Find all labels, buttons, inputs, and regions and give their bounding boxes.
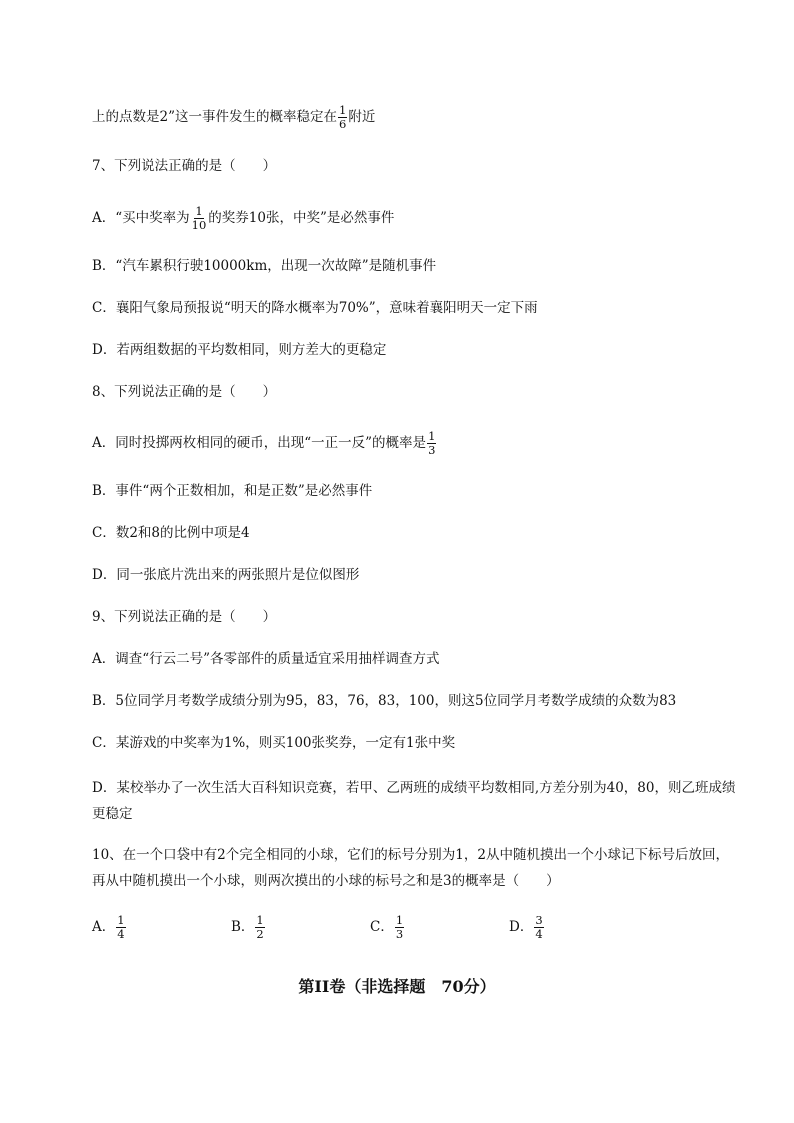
question-8-option-a: A．同时投掷两枚相同的硬币，出现“一正一反”的概率是 $\frac{1}{3}$ [92,429,436,457]
question-9-option-b: B．5位同学月考数学成绩分别为95，83，76，83，100，则这5位同学月考数学成绩的众数为83 [92,693,677,709]
fraction-one-sixth: $\frac{1}{6}$ [339,103,347,131]
question-8-option-b: B．事件“两个正数相加，和是正数”是必然事件 [92,483,373,499]
fraction-option-d: $\frac{3}{4}$ [535,913,543,941]
question-8-stem: 8、下列说法正确的是（ ） [92,384,277,400]
question-9-stem: 9、下列说法正确的是（ ） [92,609,277,625]
fraction-one-tenth: $\frac{1}{10}$ [191,204,207,232]
question-10-stem: 10、在一个口袋中有2个完全相同的小球，它们的标号分别为1，2从中随机摸出一个小球记下标号后放回，再从中随机摸出一个小球，则两次摸出的小球的标号之和是3的概率是（ ） [92,847,729,889]
question-9-option-a: A．调查“行云二号”各零部件的质量适宜采用抽样调查方式 [92,651,440,667]
fraction-option-a: $\frac{1}{4}$ [117,913,125,941]
question-10-option-c: C． $\frac{1}{3}$ [370,913,404,941]
question-7-option-c: C．襄阳气象局预报说“明天的降水概率为70%”，意味着襄阳明天一定下雨 [92,300,538,316]
question-9-option-c: C．某游戏的中奖率为1%，则买100张奖券，一定有1张中奖 [92,735,456,751]
question-10-option-d: D． $\frac{3}{4}$ [509,913,543,941]
question-10-option-b: B． $\frac{1}{2}$ [231,913,264,941]
question-8-option-d: D．同一张底片洗出来的两张照片是位似图形 [92,567,360,583]
question-7-option-b: B．“汽车累积行驶10000km，出现一次故障”是随机事件 [92,258,437,274]
question-9-option-d: D．某校举办了一次生活大百科知识竞赛，若甲、乙两班的成绩平均数相同,方差分别为40，80，则乙班成绩更稳定 [92,780,736,822]
question-7-option-d: D．若两组数据的平均数相同，则方差大的更稳定 [92,342,387,358]
question-7-option-a: A．“买中奖率为 $\frac{1}{10}$ 的奖券10张，中奖”是必然事件 [92,204,395,232]
question-8-option-c: C．数2和8的比例中项是4 [92,525,250,541]
fraction-option-c: $\frac{1}{3}$ [395,913,404,941]
fraction-one-third: $\frac{1}{3}$ [428,429,436,457]
fraction-option-b: $\frac{1}{2}$ [256,913,264,941]
q6-tail-line: 上的点数是2”这一事件发生的概率稳定在 $\frac{1}{6}$ 附近 [92,103,376,131]
section-title: 第II卷（非选择题 70分） [298,977,496,996]
question-10-option-a: A． $\frac{1}{4}$ [92,913,125,941]
question-7-stem: 7、下列说法正确的是（ ） [92,158,277,174]
